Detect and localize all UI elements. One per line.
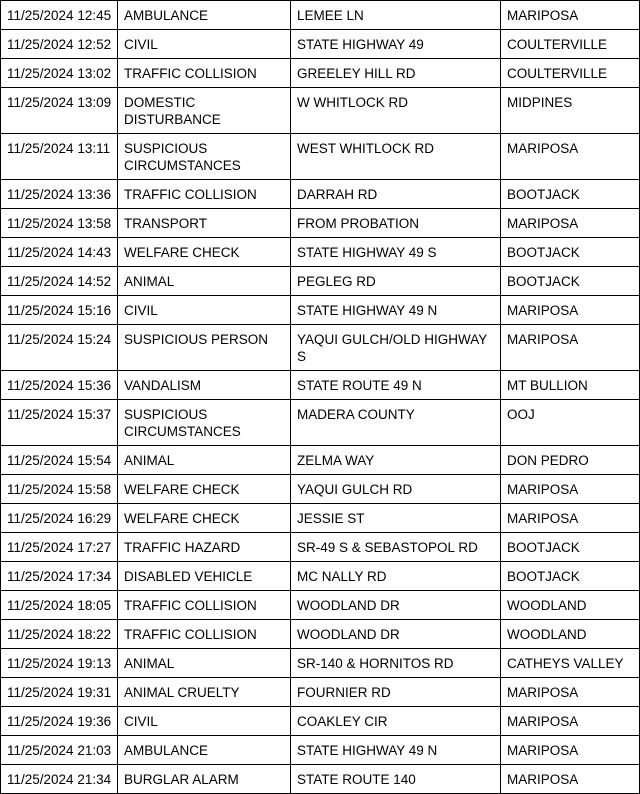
- cell-incident-type: ANIMAL CRUELTY: [118, 678, 291, 707]
- cell-incident-type: ANIMAL: [118, 649, 291, 678]
- cell-datetime: 11/25/2024 13:58: [1, 209, 118, 238]
- cell-city: BOOTJACK: [501, 267, 640, 296]
- cell-incident-type: SUSPICIOUS CIRCUMSTANCES: [118, 134, 291, 180]
- cell-location: STATE HIGHWAY 49 N: [291, 736, 501, 765]
- table-row: [1, 591, 640, 620]
- cell-city: COULTERVILLE: [501, 59, 640, 88]
- cell-datetime: 11/25/2024 14:52: [1, 267, 118, 296]
- cell-datetime: 11/25/2024 13:36: [1, 180, 118, 209]
- table-row: [1, 678, 640, 707]
- cell-city: MARIPOSA: [501, 707, 640, 736]
- cell-location: YAQUI GULCH/OLD HIGHWAY S: [291, 325, 501, 371]
- cell-location: COAKLEY CIR: [291, 707, 501, 736]
- cell-datetime: 11/25/2024 19:36: [1, 707, 118, 736]
- cell-city: MARIPOSA: [501, 325, 640, 371]
- table-row: [1, 371, 640, 400]
- cell-location: YAQUI GULCH RD: [291, 475, 501, 504]
- cell-datetime: 11/25/2024 12:52: [1, 30, 118, 59]
- cell-location: FOURNIER RD: [291, 678, 501, 707]
- cell-incident-type: WELFARE CHECK: [118, 504, 291, 533]
- cell-incident-type: TRAFFIC COLLISION: [118, 620, 291, 649]
- cell-location: STATE HIGHWAY 49 N: [291, 296, 501, 325]
- cell-incident-type: SUSPICIOUS PERSON: [118, 325, 291, 371]
- cell-location: WOODLAND DR: [291, 591, 501, 620]
- table-row: [1, 59, 640, 88]
- cell-city: OOJ: [501, 400, 640, 446]
- table-row: [1, 209, 640, 238]
- cell-incident-type: TRAFFIC COLLISION: [118, 591, 291, 620]
- cell-datetime: 11/25/2024 14:43: [1, 238, 118, 267]
- cell-location: MC NALLY RD: [291, 562, 501, 591]
- cell-city: MARIPOSA: [501, 134, 640, 180]
- cell-incident-type: SUSPICIOUS CIRCUMSTANCES: [118, 400, 291, 446]
- cell-incident-type: ANIMAL: [118, 267, 291, 296]
- cell-incident-type: DOMESTIC DISTURBANCE: [118, 88, 291, 134]
- cell-location: LEMEE LN: [291, 1, 501, 30]
- table-row: [1, 325, 640, 371]
- cell-location: WEST WHITLOCK RD: [291, 134, 501, 180]
- table-row: [1, 180, 640, 209]
- cell-incident-type: CIVIL: [118, 30, 291, 59]
- cell-location: SR-49 S & SEBASTOPOL RD: [291, 533, 501, 562]
- cell-incident-type: WELFARE CHECK: [118, 238, 291, 267]
- cell-datetime: 11/25/2024 19:13: [1, 649, 118, 678]
- cell-location: STATE HIGHWAY 49 S: [291, 238, 501, 267]
- cell-incident-type: BURGLAR ALARM: [118, 765, 291, 794]
- cell-location: STATE HIGHWAY 49: [291, 30, 501, 59]
- cell-city: MARIPOSA: [501, 504, 640, 533]
- cell-datetime: 11/25/2024 15:36: [1, 371, 118, 400]
- cell-city: CATHEYS VALLEY: [501, 649, 640, 678]
- cell-datetime: 11/25/2024 13:02: [1, 59, 118, 88]
- table-row: [1, 562, 640, 591]
- cell-location: WOODLAND DR: [291, 620, 501, 649]
- cell-location: W WHITLOCK RD: [291, 88, 501, 134]
- table-row: [1, 1, 640, 30]
- cell-city: BOOTJACK: [501, 562, 640, 591]
- cell-location: DARRAH RD: [291, 180, 501, 209]
- cell-city: WOODLAND: [501, 620, 640, 649]
- cell-city: MT BULLION: [501, 371, 640, 400]
- cell-incident-type: TRAFFIC COLLISION: [118, 180, 291, 209]
- cell-city: MARIPOSA: [501, 296, 640, 325]
- cell-datetime: 11/25/2024 15:58: [1, 475, 118, 504]
- table-row: [1, 30, 640, 59]
- table-row: [1, 400, 640, 446]
- cell-datetime: 11/25/2024 17:27: [1, 533, 118, 562]
- cell-datetime: 11/25/2024 21:03: [1, 736, 118, 765]
- cell-location: MADERA COUNTY: [291, 400, 501, 446]
- cell-city: DON PEDRO: [501, 446, 640, 475]
- cell-city: COULTERVILLE: [501, 30, 640, 59]
- cell-datetime: 11/25/2024 13:11: [1, 134, 118, 180]
- cell-city: BOOTJACK: [501, 238, 640, 267]
- cell-incident-type: TRANSPORT: [118, 209, 291, 238]
- cell-incident-type: WELFARE CHECK: [118, 475, 291, 504]
- cell-city: MARIPOSA: [501, 1, 640, 30]
- cell-datetime: 11/25/2024 18:22: [1, 620, 118, 649]
- table-row: [1, 446, 640, 475]
- cell-incident-type: CIVIL: [118, 296, 291, 325]
- table-row: [1, 296, 640, 325]
- table-row: [1, 707, 640, 736]
- cell-datetime: 11/25/2024 13:09: [1, 88, 118, 134]
- cell-incident-type: ANIMAL: [118, 446, 291, 475]
- cell-incident-type: AMBULANCE: [118, 1, 291, 30]
- cell-city: BOOTJACK: [501, 180, 640, 209]
- cell-datetime: 11/25/2024 15:16: [1, 296, 118, 325]
- cell-location: PEGLEG RD: [291, 267, 501, 296]
- cell-datetime: 11/25/2024 15:37: [1, 400, 118, 446]
- cell-incident-type: VANDALISM: [118, 371, 291, 400]
- cell-datetime: 11/25/2024 15:24: [1, 325, 118, 371]
- cell-city: MARIPOSA: [501, 475, 640, 504]
- cell-datetime: 11/25/2024 16:29: [1, 504, 118, 533]
- cell-datetime: 11/25/2024 18:05: [1, 591, 118, 620]
- table-row: [1, 533, 640, 562]
- cell-datetime: 11/25/2024 17:34: [1, 562, 118, 591]
- cell-location: SR-140 & HORNITOS RD: [291, 649, 501, 678]
- cell-city: MARIPOSA: [501, 209, 640, 238]
- cell-datetime: 11/25/2024 19:31: [1, 678, 118, 707]
- cell-datetime: 11/25/2024 21:34: [1, 765, 118, 794]
- cell-datetime: 11/25/2024 15:54: [1, 446, 118, 475]
- table-row: [1, 504, 640, 533]
- cell-city: WOODLAND: [501, 591, 640, 620]
- table-row: [1, 88, 640, 134]
- cell-incident-type: DISABLED VEHICLE: [118, 562, 291, 591]
- cell-location: STATE ROUTE 49 N: [291, 371, 501, 400]
- cell-city: MARIPOSA: [501, 678, 640, 707]
- incident-log-body: [1, 1, 640, 794]
- cell-datetime: 11/25/2024 12:45: [1, 1, 118, 30]
- cell-city: MARIPOSA: [501, 736, 640, 765]
- cell-location: STATE ROUTE 140: [291, 765, 501, 794]
- cell-location: ZELMA WAY: [291, 446, 501, 475]
- table-row: [1, 649, 640, 678]
- table-row: [1, 475, 640, 504]
- cell-city: MARIPOSA: [501, 765, 640, 794]
- cell-city: BOOTJACK: [501, 533, 640, 562]
- table-row: [1, 620, 640, 649]
- cell-location: GREELEY HILL RD: [291, 59, 501, 88]
- cell-incident-type: CIVIL: [118, 707, 291, 736]
- table-row: [1, 736, 640, 765]
- cell-incident-type: AMBULANCE: [118, 736, 291, 765]
- cell-location: JESSIE ST: [291, 504, 501, 533]
- table-row: [1, 267, 640, 296]
- table-row: [1, 134, 640, 180]
- cell-incident-type: TRAFFIC HAZARD: [118, 533, 291, 562]
- cell-city: MIDPINES: [501, 88, 640, 134]
- cell-location: FROM PROBATION: [291, 209, 501, 238]
- cell-incident-type: TRAFFIC COLLISION: [118, 59, 291, 88]
- table-row: [1, 238, 640, 267]
